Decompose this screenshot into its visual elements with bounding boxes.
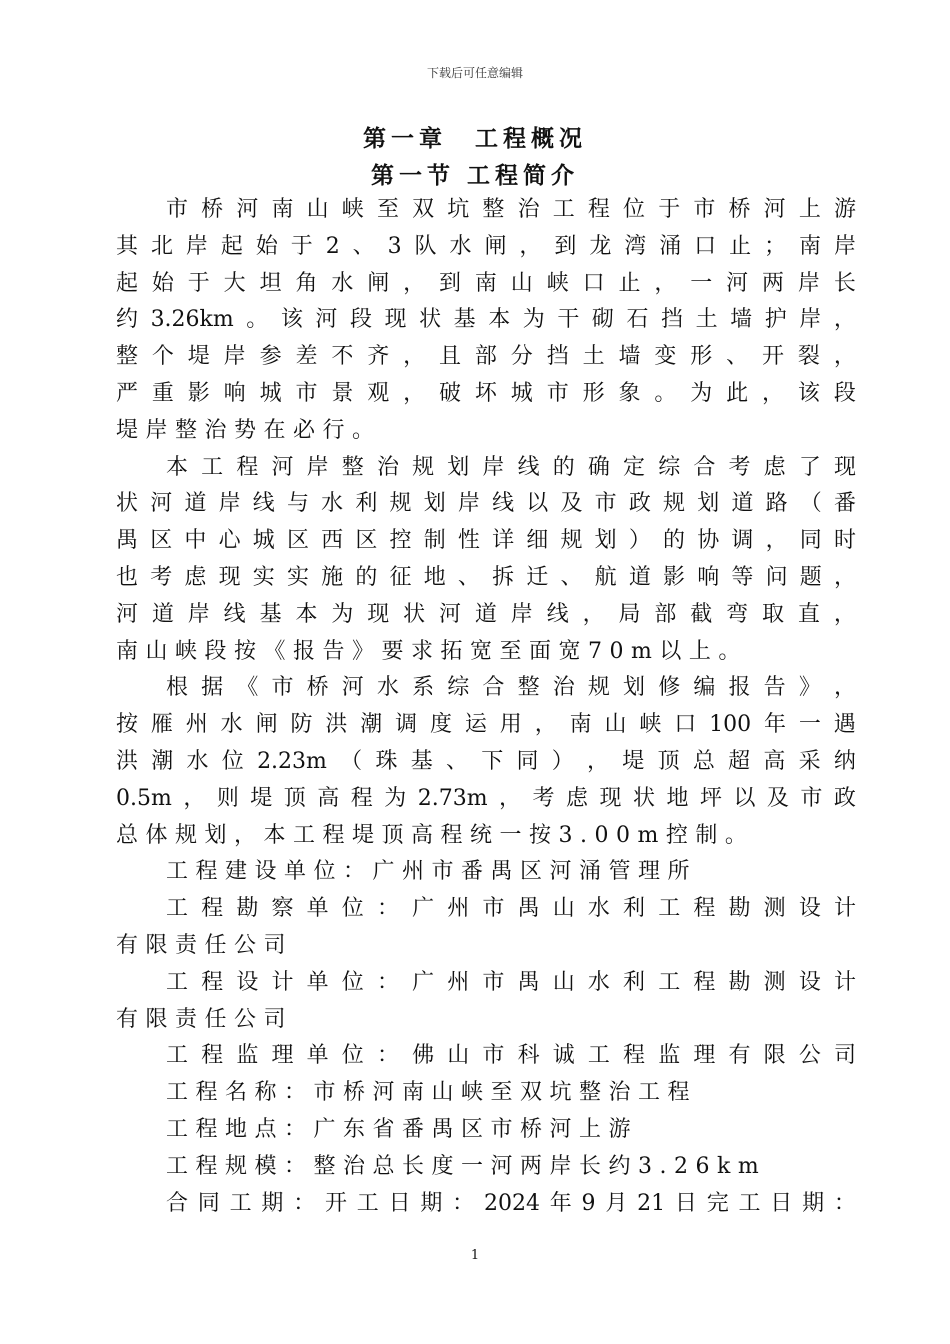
body-line: 按 雁 州 水 闸 防 洪 潮 调 度 运 用 ， 南 山 峡 口 100 年 一 遇 (116, 712, 856, 738)
body-line: 市 桥 河 南 山 峡 至 双 坑 整 治 工 程 位 于 市 桥 河 上 游 (166, 197, 856, 222)
body-line: 堤岸整治势在必行。 (116, 417, 382, 443)
body-line: 工程规模：整治总长度一河两岸长约3.26km (166, 1153, 767, 1179)
page-header-note: 下载后可任意编辑 (426, 66, 523, 80)
body-line: 工 程 勘 察 单 位 ： 广 州 市 禺 山 水 利 工 程 勘 测 设 计 (166, 896, 856, 922)
body-line: 也 考 虑 现 实 实 施 的 征 地 、 拆 迁 、 航 道 影 响 等 问 题 ， (116, 564, 856, 590)
body-line: 有限责任公司 (116, 932, 294, 958)
section-heading (0, 157, 950, 190)
body-line: 禺 区 中 心 城 区 西 区 控 制 性 详 细 规 划 ） 的 协 调 ， 同 时 (116, 528, 856, 554)
body-line: 根 据 《 市 桥 河 水 系 综 合 整 治 规 划 修 编 报 告 》 ， (166, 675, 856, 701)
body-line: 约 3.26km 。 该 河 段 现 状 基 本 为 干 砌 石 挡 土 墙 护 岸 ， (116, 307, 856, 333)
body-line: 总体规划，本工程堤顶高程统一按3.00m控制。 (116, 822, 755, 848)
body-line: 严 重 影 响 城 市 景 观 ， 破 坏 城 市 形 象 。 为 此 ， 该 段 (116, 380, 856, 406)
body-line: 整 个 堤 岸 参 差 不 齐 ， 且 部 分 挡 土 墙 变 形 、 开 裂 ， (116, 344, 856, 370)
body-line: 本 工 程 河 岸 整 治 规 划 岸 线 的 确 定 综 合 考 虑 了 现 (166, 454, 856, 480)
chapter-heading (0, 120, 950, 153)
body-line: 合 同 工 期 ： 开 工 日 期 ： 2024 年 9 月 21 日 完 工 日 期 ： (166, 1190, 856, 1216)
body-line: 工程名称：市桥河南山峡至双坑整治工程 (166, 1080, 698, 1106)
page-number: 1 (470, 1248, 480, 1263)
body-line: 0.5m ， 则 堤 顶 高 程 为 2.73m ， 考 虑 现 状 地 坪 以 及 市 政 (116, 785, 856, 811)
body-line: 河 道 岸 线 基 本 为 现 状 河 道 岸 线 ， 局 部 截 弯 取 直 ， (116, 601, 856, 627)
section-title: 工程简介 (467, 162, 579, 189)
section-number: 第一节 (371, 162, 455, 189)
body-line: 状 河 道 岸 线 与 水 利 规 划 岸 线 以 及 市 政 规 划 道 路 （ 番 (116, 491, 856, 517)
body-line: 洪 潮 水 位 2.23m （ 珠 基 、 下 同 ） ， 堤 顶 总 超 高 采 纳 (116, 748, 856, 774)
chapter-title: 工程概况 (475, 125, 587, 152)
body-line: 工程地点：广东省番禺区市桥河上游 (166, 1116, 639, 1142)
document-body (116, 192, 856, 1222)
body-line: 有限责任公司 (116, 1006, 294, 1032)
body-line: 工 程 设 计 单 位 ： 广 州 市 禺 山 水 利 工 程 勘 测 设 计 (166, 969, 856, 995)
body-line: 工程建设单位：广州市番禺区河涌管理所 (166, 859, 698, 885)
body-line: 南山峡段按《报告》要求拓宽至面宽70m以上。 (116, 638, 748, 664)
body-line: 起 始 于 大 坦 角 水 闸 ， 到 南 山 峡 口 止 ， 一 河 两 岸 长 (116, 270, 856, 296)
chapter-number: 第一章 (363, 125, 447, 152)
body-line: 工 程 监 理 单 位 ： 佛 山 市 科 诚 工 程 监 理 有 限 公 司 (166, 1043, 856, 1069)
body-line: 其 北 岸 起 始 于 2 、 3 队 水 闸 ， 到 龙 湾 涌 口 止 ； 南 岸 (116, 233, 856, 259)
